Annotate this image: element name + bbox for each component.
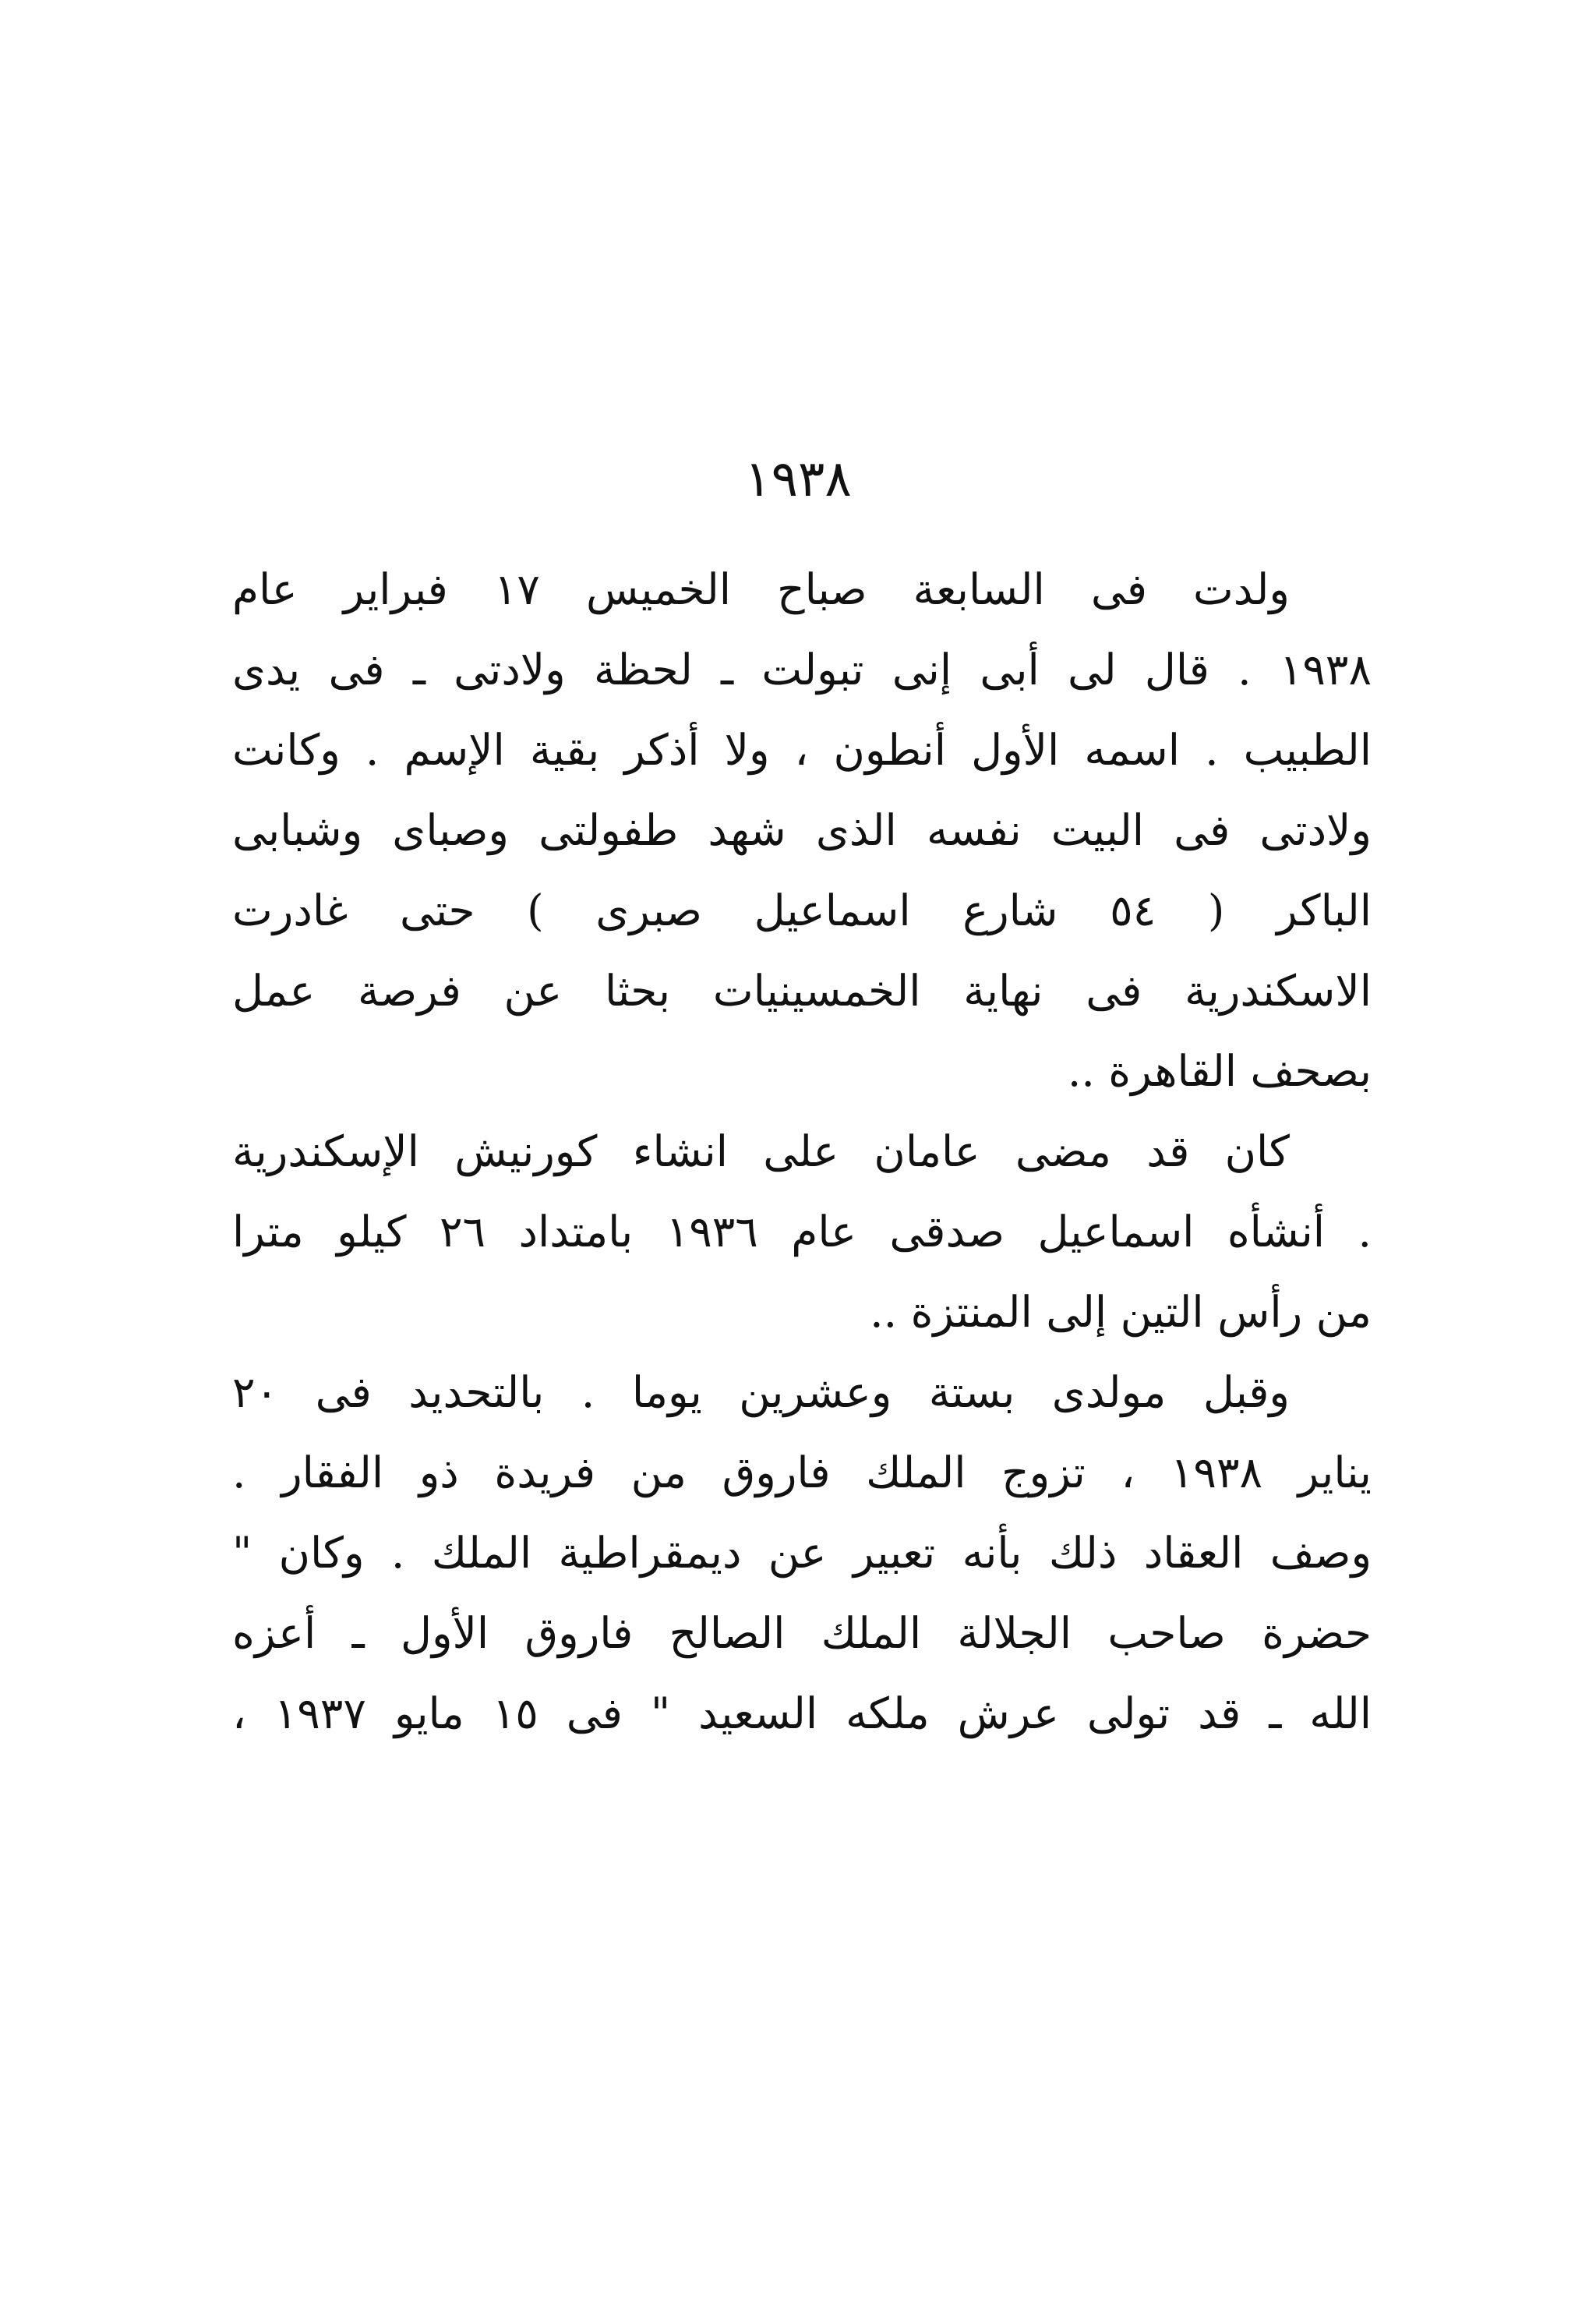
- paragraph-3-line-4: حضرة صاحب الجلالة الملك الصالح فاروق الأول ـ أعزه: [232, 1608, 1372, 1658]
- chapter-title: ١٩٣٨: [744, 451, 852, 508]
- paragraph-1-line-1: ولدت فى السابعة صباح الخميس ١٧ فبراير عام: [232, 564, 1290, 614]
- paragraph-1-line-2: ١٩٣٨ . قال لى أبى إنى تبولت ـ لحظة ولادتى ـ فى يدى: [232, 645, 1372, 695]
- paragraph-2-line-1: كان قد مضى عامان على انشاء كورنيش الإسكندرية: [232, 1126, 1290, 1176]
- paragraph-3-line-2: يناير ١٩٣٨ ، تزوج الملك فاروق من فريدة ذو الفقار .: [232, 1448, 1372, 1497]
- paragraph-3-line-5: الله ـ قد تولى عرش ملكه السعيد " فى ١٥ مايو ١٩٣٧ ،: [232, 1688, 1372, 1738]
- paragraph-2-line-3: من رأس التين إلى المنتزة ..: [870, 1287, 1372, 1337]
- paragraph-1-line-7: بصحف القاهرة ..: [1067, 1046, 1372, 1096]
- paragraph-3-line-1: وقبل مولدى بستة وعشرين يوما . بالتحديد فى ٢٠: [232, 1367, 1290, 1417]
- paragraph-1-line-5: الباكر ( ٥٤ شارع اسماعيل صبرى ) حتى غادرت: [232, 886, 1372, 935]
- paragraph-1-line-6: الاسكندرية فى نهاية الخمسينيات بحثا عن فرصة عمل: [232, 966, 1372, 1016]
- body-text: [232, 550, 1372, 1754]
- paragraph-2-line-2: . أنشأه اسماعيل صدقى عام ١٩٣٦ بامتداد ٢٦ كيلو مترا: [232, 1207, 1372, 1257]
- paragraph-1-line-4: ولادتى فى البيت نفسه الذى شهد طفولتى وصباى وشبابى: [232, 805, 1372, 855]
- paragraph-3-line-3: وصف العقاد ذلك بأنه تعبير عن ديمقراطية الملك . وكان ": [232, 1528, 1372, 1578]
- paragraph-1-line-3: الطبيب . اسمه الأول أنطون ، ولا أذكر بقية الإسم . وكانت: [232, 725, 1372, 775]
